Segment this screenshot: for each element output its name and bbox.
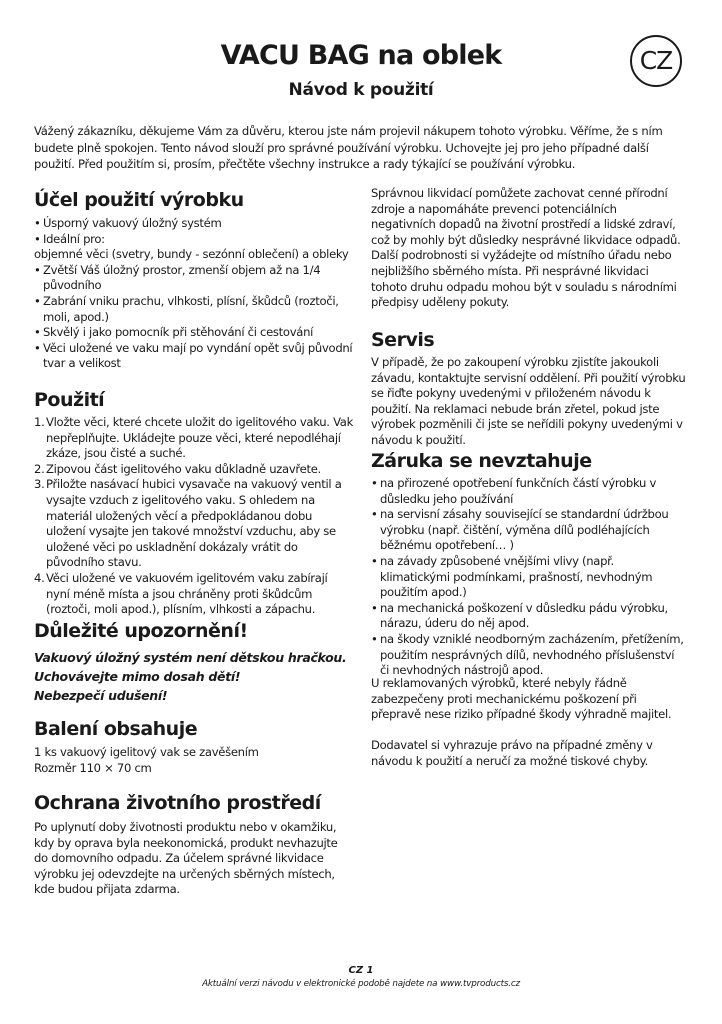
warning-line: Nebezpečí udušení! [34, 688, 168, 703]
page-title: VACU BAG na oblek [220, 40, 502, 71]
step-text: Přiložte nasávací hubici vysavače na vakuový ventil a vysajte vzduch z igelitového vaku. S ohledem na materiál uložených věcí a předpokládanou dobu uložení vysajte jen takové množství vzduchu, aby se uložené věci po uskladnění dokázaly vrátit do původního stavu. [46, 477, 342, 570]
step-text: Věci uložené ve vakuovém igelitovém vaku zabírají nyní méně místa a jsou chráněny proti škůdcům (roztoči, moli apod.), plísním, vlhkosti a zápachu. [46, 570, 328, 617]
step-item [34, 571, 354, 618]
zaruka-paragraph: U reklamovaných výrobků, které nebyly řádně zabezpečeny proti mechanickému poškození při přepravě nese riziko případné škody výhradně majitel. [371, 676, 672, 722]
list-item: • Zvětší Váš úložný prostor, zmenší objem až na 1/4 původního [34, 263, 354, 294]
zaruka-list [371, 476, 685, 679]
step-text: Zipovou část igelitového vaku důkladně uzavřete. [46, 461, 321, 476]
package-line: Rozměr 110 × 70 cm [34, 760, 152, 775]
package-line: 1 ks vakuový igelitový vak se zavěšením [34, 745, 259, 759]
list-item: • na přirozené opotřebení funkčních částí výrobku v důsledku jeho používání [371, 476, 685, 507]
step-item [34, 462, 354, 478]
heading-zaruka: Záruka se nevztahuje [371, 450, 592, 472]
list-item: • na závady způsobené vnějšími vlivy (např. klimatickými podmínkami, prašností, nevhodným použitím apod.) [371, 554, 685, 601]
step-item [34, 477, 354, 571]
step-number: 4. [34, 570, 45, 585]
warning-line: Uchovávejte mimo dosah dětí! [34, 669, 241, 684]
zaruka-paragraph: Dodavatel si vyhrazuje právo na případné změny v návodu k použití a neručí za možné tiskové chyby. [371, 738, 653, 768]
list-item: • Zabrání vniku prachu, vlhkosti, plísní, škůdců (roztoči, moli, apod.) [34, 294, 354, 325]
list-item: • na mechanická poškození v důsledku pádu výrobku, nárazu, úderu do něj apod. [371, 601, 685, 632]
list-item: • Skvělý i jako pomocník při stěhování či cestování [34, 325, 354, 341]
pouziti-steps [34, 415, 354, 618]
heading-baleni: Balení obsahuje [34, 718, 198, 740]
intro-paragraph: Vážený zákazníku, děkujeme Vám za důvěru, kterou jste nám projevil nákupem tohoto výrobku. Věříme, že s ním budete plně spokojen. Tento návod slouží pro správné používání výrobku. Uchovejte jej pro jeho případné další použití. Před použitím si, prosím, přečtěte všechny instrukce a rady týkající se používání výrobku. [34, 124, 663, 171]
ochrana-continued: Správnou likvidací pomůžete zachovat cenné přírodní zdroje a napomáháte prevenci potenciálních negativních dopadů na životní prostředí a lidské zdraví, což by mohly být důsledky nesprávné likvidace odpadů. Další podrobnosti si vyžádejte od místního úřadu nebo nejbližšího sběrného místa. Při nesprávné likvidaci tohoto druhu odpadu mohou být v souladu s národními předpisy uděleny pokuty. [371, 186, 681, 310]
warning-line: Vakuový úložný systém není dětskou hračkou. [34, 650, 347, 665]
list-item: • Úsporný vakuový úložný systém [34, 216, 354, 232]
list-item: • na škody vzniklé neodborným zacházením, přetížením, použitím nesprávných dílů, nevhodného příslušenství či nevhodných nástrojů apod. [371, 632, 685, 679]
step-number: 1. [34, 415, 45, 429]
heading-servis: Servis [371, 329, 435, 351]
warning-block [34, 648, 346, 705]
ochrana-text: Po uplynutí doby životnosti produktu nebo v okamžiku, kdy by oprava byla neekonomická, produkt nevhazujte do domovního odpadu. Za účelem správné likvidace výrobku jej odevzdejte na určených sběrných místech, kde budou přijata zdarma. [34, 820, 338, 897]
heading-ucel: Účel použití výrobku [34, 189, 244, 211]
step-number: 2. [34, 461, 45, 476]
country-badge: CZ [630, 35, 682, 87]
list-item [34, 232, 354, 248]
page-number: CZ 1 [348, 965, 374, 976]
step-number: 3. [34, 477, 45, 492]
list-item: • na servisní zásahy související se standardní údržbou výrobku (např. čištění, výměna dílů podléhajících běžnému opotřebení… ) [371, 507, 685, 554]
step-item [34, 415, 354, 462]
servis-text: V případě, že po zakoupení výrobku zjistíte jakoukoli závadu, kontaktujte servisní oddělení. Při použití výrobku se řiďte pokyny uvedenými v přiloženém návodu k použití. Na reklamaci nebude brán zřetel, pokud jste výrobek pozměnili či jste se neřídili pokyny uvedenými v návodu k použití. [371, 355, 686, 447]
page-subtitle: Návod k použití [288, 80, 434, 100]
ucel-list [34, 216, 354, 372]
baleni-contents [34, 745, 354, 776]
footer-note: Aktuální verzi návodu v elektronické podobě najdete na www.tvproducts.cz [202, 979, 520, 989]
heading-upozorneni: Důležité upozornění! [34, 620, 248, 642]
list-item: • Věci uložené ve vaku mají po vyndání opět svůj původní tvar a velikost [34, 341, 354, 372]
list-item-label: Ideální pro: [43, 231, 105, 246]
step-text: Vložte věci, které chcete uložit do igelitového vaku. Vak nepřeplňujte. Ukládejte pouze věci, které nepodléhají zkáze, jsou čisté a suché. [46, 415, 354, 461]
ideal-sub-item: objemné věci (svetry, bundy - sezónní oblečení) a obleky [34, 247, 349, 262]
heading-pouziti: Použití [34, 389, 105, 411]
heading-ochrana: Ochrana životního prostředí [34, 792, 321, 814]
